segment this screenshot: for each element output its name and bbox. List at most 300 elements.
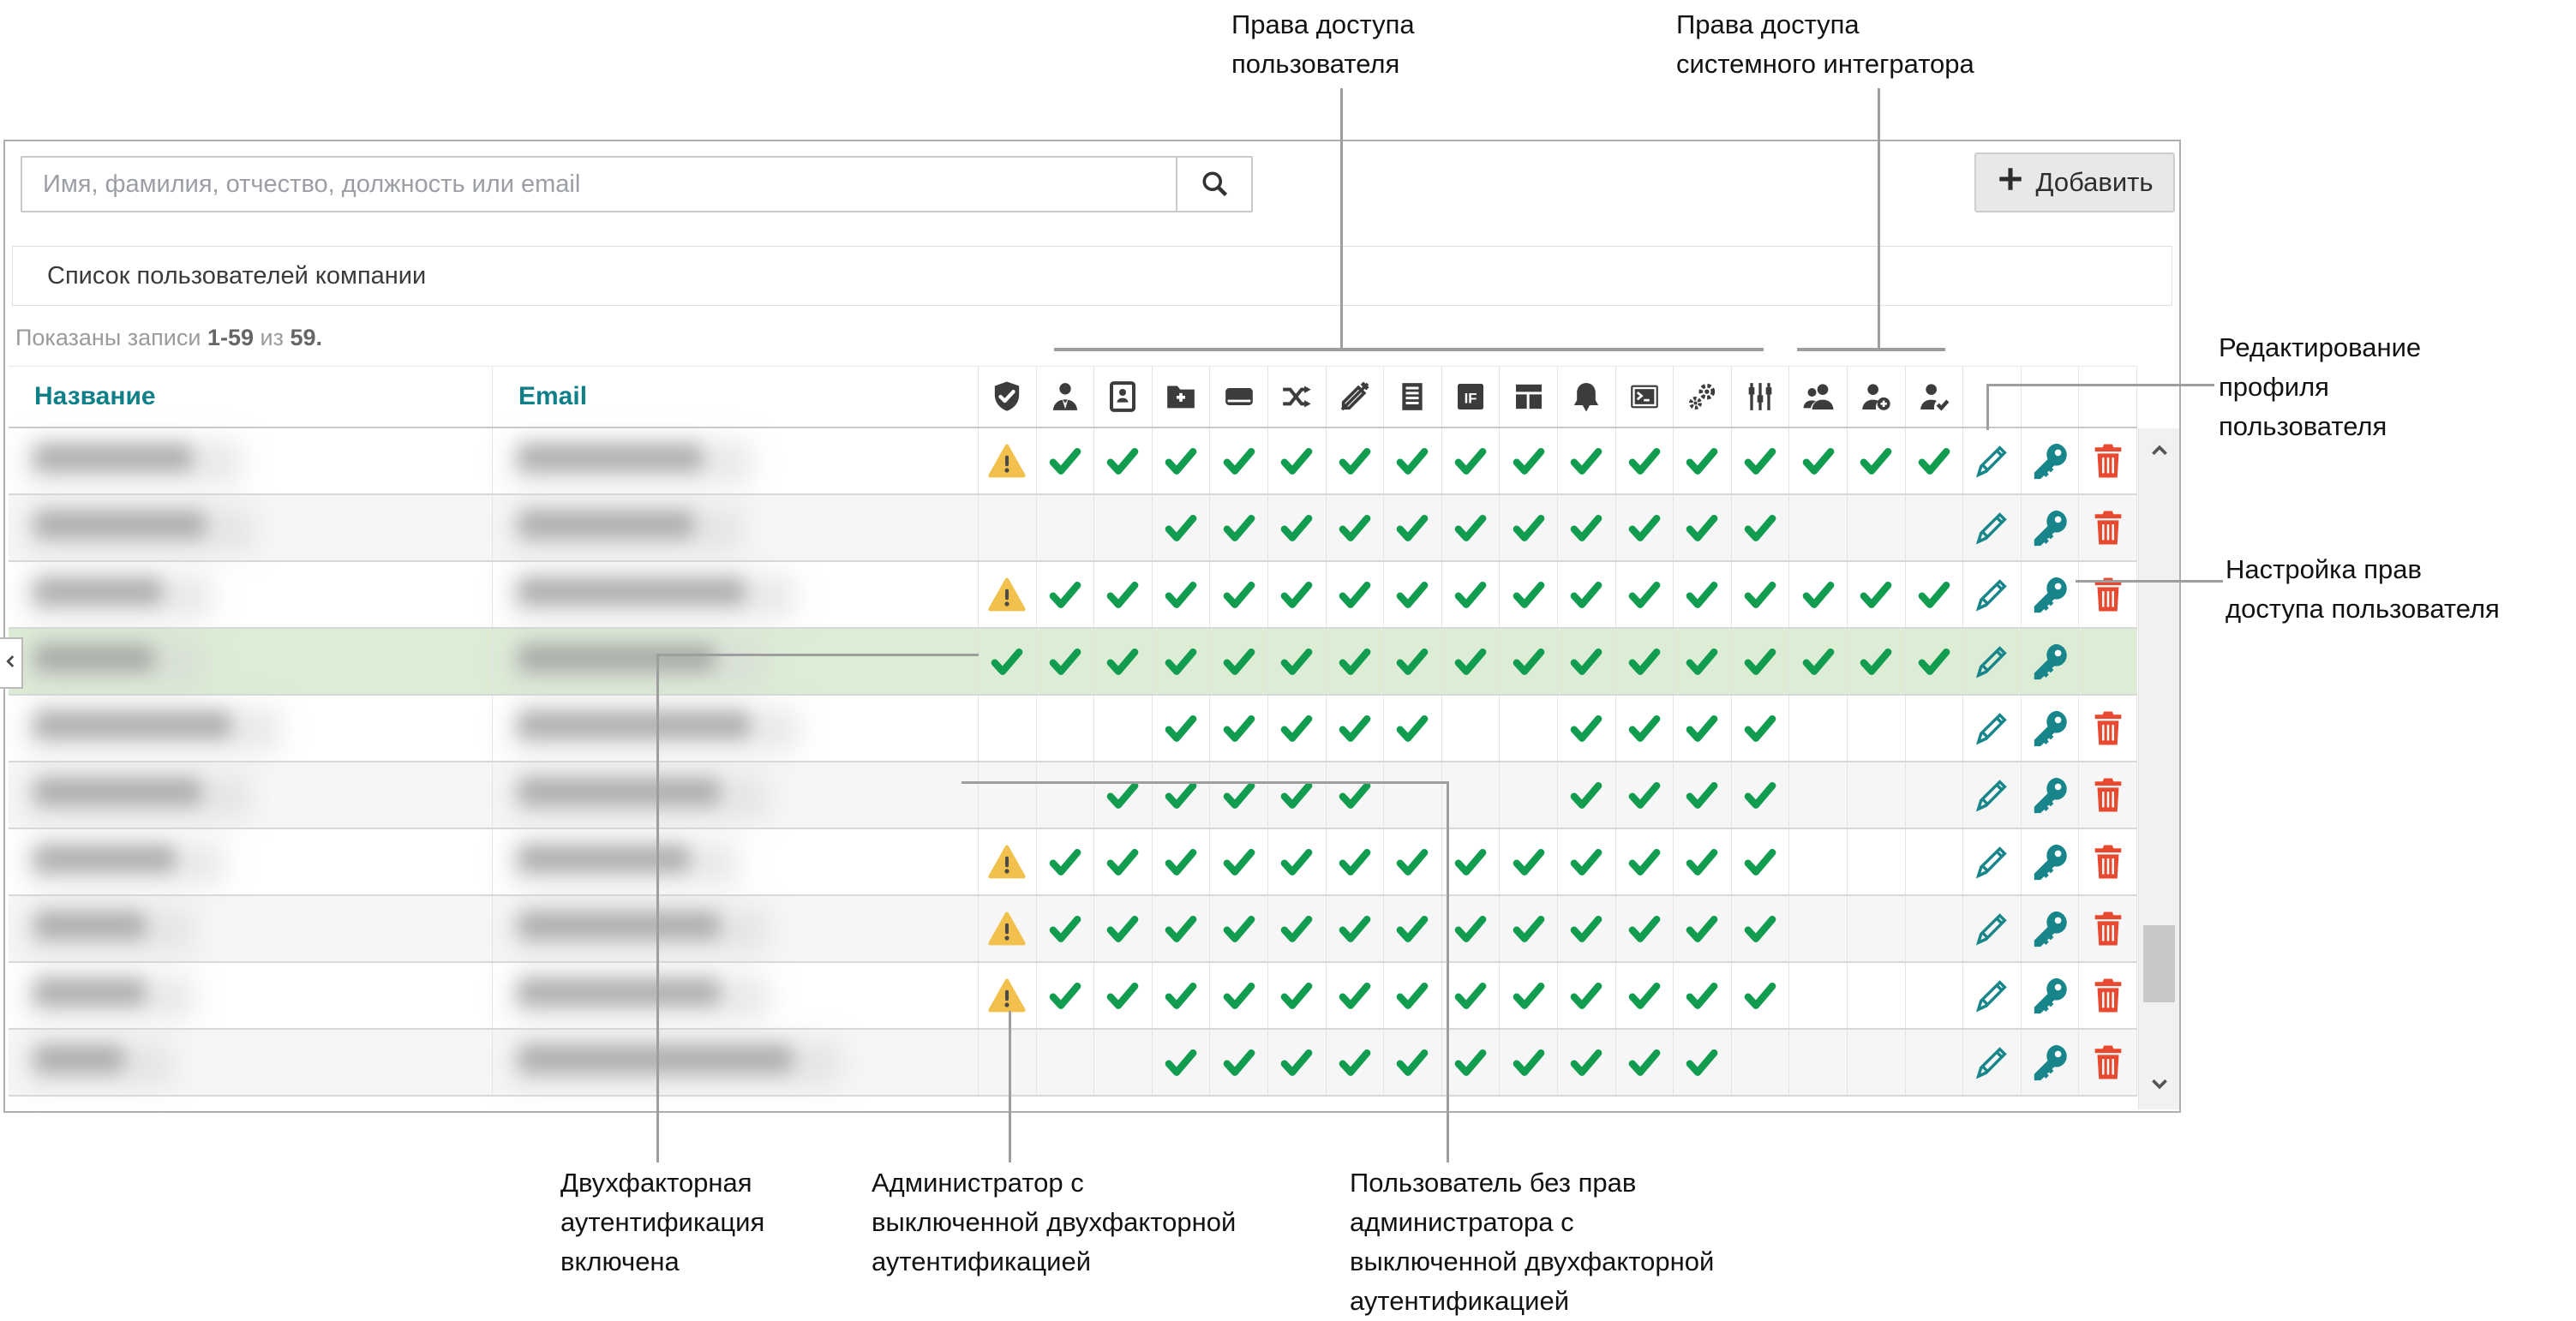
- perm-cell-sliders: [1732, 963, 1790, 1028]
- company-users-panel: [3, 140, 2181, 1113]
- scrollbar-thumb[interactable]: [2143, 925, 2175, 1002]
- warning-icon: [987, 576, 1027, 613]
- delete-user-button[interactable]: [2079, 896, 2136, 961]
- perm-cell-shield-check: [979, 1030, 1037, 1095]
- checkmark-icon: [1393, 511, 1431, 545]
- annotation-line: Права доступа: [1676, 9, 1860, 39]
- perm-cell-gears: [1674, 829, 1732, 894]
- perm-cell-document-list: [1384, 829, 1442, 894]
- checkmark-icon: [1046, 644, 1084, 678]
- annotation-line: включена: [560, 1246, 680, 1276]
- perm-cell-folder-plus: [1153, 829, 1211, 894]
- perm-cell-terminal: [1616, 963, 1674, 1028]
- perm-cell-bell: [1558, 428, 1616, 493]
- checkmark-icon: [1220, 577, 1258, 612]
- perm-cell-hard-drive: [1210, 963, 1268, 1028]
- checkmark-icon: [1162, 1045, 1200, 1079]
- callout-line: [2076, 580, 2223, 583]
- perm-cell-id-card: [1094, 829, 1153, 894]
- user-access-rights-button[interactable]: [2022, 762, 2079, 828]
- name-blurred-text: [34, 1045, 124, 1073]
- annotation-line: Двухфакторная: [560, 1168, 752, 1198]
- trash-icon: [2088, 508, 2128, 547]
- search-input[interactable]: [21, 156, 1176, 212]
- shield-check-icon: [990, 380, 1024, 414]
- checkmark-icon: [1162, 577, 1200, 612]
- annotation-line: аутентификацией: [872, 1246, 1092, 1276]
- user-access-rights-button[interactable]: [2022, 1030, 2079, 1095]
- checkmark-icon: [1741, 511, 1779, 545]
- column-header-trash-actions: [2079, 367, 2137, 427]
- delete-user-button[interactable]: [2079, 428, 2136, 493]
- add-user-button[interactable]: [1974, 152, 2175, 212]
- perm-cell-gears: [1674, 562, 1732, 627]
- perm-cell-document-list: [1384, 696, 1442, 761]
- checkmark-icon: [1220, 912, 1258, 946]
- panel-title-band: [12, 246, 2172, 306]
- user-email-cell: [493, 562, 979, 627]
- checkmark-icon: [1800, 444, 1837, 478]
- email-blurred-text: [518, 978, 720, 1006]
- checkmark-icon: [1393, 711, 1431, 745]
- perm-cell-pencil-off: [1327, 762, 1385, 828]
- user-email-cell: [493, 829, 979, 894]
- svg-text:IF: IF: [1464, 390, 1477, 407]
- perm-cell-id-card: [1094, 696, 1153, 761]
- perm-cell-user-plus: [1848, 428, 1906, 493]
- checkmark-icon: [1626, 644, 1663, 678]
- records-total: 59.: [290, 325, 323, 350]
- delete-cell: [2079, 696, 2137, 761]
- user-access-rights-button[interactable]: [2022, 963, 2079, 1028]
- perm-cell-user-plus: [1848, 762, 1906, 828]
- perm-cell-folder-plus: [1153, 896, 1211, 961]
- delete-user-button[interactable]: [2079, 1030, 2136, 1095]
- table-scrollbar[interactable]: [2138, 428, 2179, 1109]
- user-name-cell: [9, 562, 493, 627]
- edit-user-button[interactable]: [1963, 896, 2021, 961]
- perm-cell-id-card: [1094, 495, 1153, 560]
- user-icon: [1048, 380, 1082, 414]
- perm-cell-sliders: [1732, 629, 1790, 694]
- perm-cell-user-check: [1906, 562, 1964, 627]
- checkmark-icon: [1510, 978, 1548, 1013]
- delete-user-button[interactable]: [2079, 829, 2136, 894]
- id-card-icon: [1105, 380, 1140, 414]
- pencil-icon: [1972, 508, 2011, 547]
- checkmark-icon: [1336, 577, 1374, 612]
- chevron-down-icon: [2147, 1073, 2172, 1099]
- user-plus-icon: [1859, 380, 1893, 414]
- checkmark-icon: [1393, 845, 1431, 879]
- perm-cell-if-condition: [1442, 428, 1501, 493]
- callout-line: [656, 654, 979, 656]
- column-header-layout: [1500, 367, 1558, 427]
- checkmark-icon: [1857, 577, 1895, 612]
- trash-icon: [2088, 976, 2128, 1015]
- user-access-rights-button[interactable]: [2022, 495, 2079, 560]
- edit-user-button[interactable]: [1963, 495, 2021, 560]
- perm-cell-bell: [1558, 963, 1616, 1028]
- perm-cell-layout: [1500, 762, 1558, 828]
- perm-cell-terminal: [1616, 762, 1674, 828]
- access-cell: [2022, 963, 2080, 1028]
- checkmark-icon: [1857, 444, 1895, 478]
- edit-user-button[interactable]: [1963, 829, 2021, 894]
- user-name-cell: [9, 629, 493, 694]
- checkmark-icon: [1162, 978, 1200, 1013]
- perm-cell-user: [1037, 562, 1095, 627]
- edit-user-button[interactable]: [1963, 562, 2021, 627]
- user-check-icon: [1917, 380, 1951, 414]
- perm-cell-layout: [1500, 562, 1558, 627]
- access-cell: [2022, 629, 2080, 694]
- warning-icon: [987, 910, 1027, 947]
- key-icon: [2030, 775, 2070, 815]
- perm-cell-sliders: [1732, 896, 1790, 961]
- perm-cell-user-plus: [1848, 495, 1906, 560]
- checkmark-icon: [1567, 845, 1605, 879]
- trash-icon: [2088, 909, 2128, 948]
- perm-cell-id-card: [1094, 562, 1153, 627]
- perm-cell-shuffle: [1268, 762, 1327, 828]
- user-access-rights-button[interactable]: [2022, 428, 2079, 493]
- column-header-key-actions: [2022, 367, 2080, 427]
- annotation-access-settings: [2226, 550, 2500, 629]
- user-email-cell: [493, 896, 979, 961]
- pencil-off-icon: [1338, 380, 1372, 414]
- perm-cell-hard-drive: [1210, 762, 1268, 828]
- user-name-cell: [9, 428, 493, 493]
- perm-cell-pencil-off: [1327, 428, 1385, 493]
- edit-cell: [1963, 896, 2022, 961]
- checkmark-icon: [1741, 444, 1779, 478]
- users-table: [9, 366, 2137, 1097]
- user-email-cell: [493, 428, 979, 493]
- checkmark-icon: [1162, 845, 1200, 879]
- checkmark-icon: [1393, 978, 1431, 1013]
- trash-icon: [2088, 842, 2128, 882]
- checkmark-icon: [1510, 1045, 1548, 1079]
- perm-cell-layout: [1500, 1030, 1558, 1095]
- annotation-line: Пользователь без прав: [1350, 1168, 1637, 1198]
- edit-cell: [1963, 762, 2022, 828]
- checkmark-icon: [1104, 978, 1141, 1013]
- column-header-bell: [1558, 367, 1616, 427]
- perm-cell-gears: [1674, 629, 1732, 694]
- column-header-if-condition: [1442, 367, 1501, 427]
- checkmark-icon: [1741, 912, 1779, 946]
- callout-line: [1986, 384, 1989, 430]
- access-cell: [2022, 696, 2080, 761]
- checkmark-icon: [1567, 778, 1605, 812]
- name-blurred-text: [34, 845, 176, 872]
- perm-cell-shuffle: [1268, 829, 1327, 894]
- perm-cell-pencil-off: [1327, 696, 1385, 761]
- perm-cell-shuffle: [1268, 696, 1327, 761]
- checkmark-icon: [1567, 912, 1605, 946]
- perm-cell-layout: [1500, 629, 1558, 694]
- checkmark-icon: [1220, 444, 1258, 478]
- name-blurred-text: [34, 978, 146, 1006]
- checkmark-icon: [1857, 644, 1895, 678]
- perm-cell-user-plus: [1848, 1030, 1906, 1095]
- delete-user-button[interactable]: [2079, 762, 2136, 828]
- collapse-panel-button[interactable]: [0, 637, 23, 689]
- folder-plus-icon: [1164, 380, 1198, 414]
- edit-cell: [1963, 428, 2022, 493]
- perm-cell-users: [1789, 762, 1848, 828]
- delete-user-button[interactable]: [2079, 963, 2136, 1028]
- edit-user-button[interactable]: [1963, 762, 2021, 828]
- perm-cell-bell: [1558, 495, 1616, 560]
- user-row: [9, 963, 2137, 1030]
- edit-cell: [1963, 1030, 2022, 1095]
- delete-cell: [2079, 762, 2137, 828]
- user-name-cell: [9, 829, 493, 894]
- perm-cell-user: [1037, 963, 1095, 1028]
- perm-cell-user: [1037, 696, 1095, 761]
- name-blurred-text: [34, 511, 206, 538]
- user-name-cell: [9, 963, 493, 1028]
- perm-cell-users: [1789, 1030, 1848, 1095]
- perm-cell-bell: [1558, 1030, 1616, 1095]
- perm-cell-user-plus: [1848, 562, 1906, 627]
- perm-cell-pencil-off: [1327, 495, 1385, 560]
- checkmark-icon: [1626, 845, 1663, 879]
- callout-line: [1340, 88, 1343, 348]
- user-access-rights-button[interactable]: [2022, 562, 2079, 627]
- perm-cell-terminal: [1616, 696, 1674, 761]
- column-header-name-label: Название: [34, 382, 156, 410]
- search-button[interactable]: [1176, 156, 1253, 212]
- document-list-icon: [1395, 380, 1429, 414]
- scroll-up-button[interactable]: [2139, 428, 2179, 476]
- checkmark-icon: [1104, 444, 1141, 478]
- perm-cell-pencil-off: [1327, 896, 1385, 961]
- column-header-sliders: [1732, 367, 1790, 427]
- user-row: [9, 1030, 2137, 1097]
- perm-cell-layout: [1500, 896, 1558, 961]
- perm-cell-users: [1789, 428, 1848, 493]
- checkmark-icon: [1915, 444, 1953, 478]
- perm-cell-sliders: [1732, 762, 1790, 828]
- delete-user-button[interactable]: [2079, 495, 2136, 560]
- perm-cell-hard-drive: [1210, 428, 1268, 493]
- perm-cell-pencil-off: [1327, 629, 1385, 694]
- name-blurred-text: [34, 444, 193, 471]
- perm-cell-bell: [1558, 629, 1616, 694]
- checkmark-icon: [1567, 444, 1605, 478]
- edit-user-button[interactable]: [1963, 428, 2021, 493]
- checkmark-icon: [1452, 444, 1489, 478]
- callout-line: [1878, 88, 1880, 348]
- pencil-icon: [1972, 775, 2011, 815]
- checkmark-icon: [1567, 1045, 1605, 1079]
- perm-cell-document-list: [1384, 562, 1442, 627]
- checkmark-icon: [1278, 978, 1315, 1013]
- perm-cell-user-plus: [1848, 896, 1906, 961]
- edit-user-button[interactable]: [1963, 1030, 2021, 1095]
- perm-cell-user-check: [1906, 495, 1964, 560]
- checkmark-icon: [1800, 577, 1837, 612]
- perm-cell-folder-plus: [1153, 762, 1211, 828]
- edit-cell: [1963, 829, 2022, 894]
- access-cell: [2022, 428, 2080, 493]
- email-blurred-text: [518, 444, 703, 471]
- perm-cell-document-list: [1384, 762, 1442, 828]
- checkmark-icon: [1278, 1045, 1315, 1079]
- annotation-line: выключенной двухфакторной: [872, 1207, 1237, 1237]
- perm-cell-hard-drive: [1210, 696, 1268, 761]
- trash-icon: [2088, 708, 2128, 748]
- trash-icon: [2088, 441, 2128, 481]
- callout-line: [1009, 1011, 1011, 1163]
- perm-cell-user-check: [1906, 829, 1964, 894]
- checkmark-icon: [1510, 577, 1548, 612]
- perm-cell-user-plus: [1848, 696, 1906, 761]
- checkmark-icon: [1915, 644, 1953, 678]
- user-row: [9, 562, 2137, 629]
- checkmark-icon: [1336, 644, 1374, 678]
- annotation-line: Редактирование: [2219, 332, 2422, 362]
- column-header-shield-check: [979, 367, 1037, 427]
- checkmark-icon: [1741, 978, 1779, 1013]
- column-header-user-check: [1906, 367, 1964, 427]
- perm-cell-shuffle: [1268, 495, 1327, 560]
- perm-cell-hard-drive: [1210, 495, 1268, 560]
- column-header-gears: [1674, 367, 1732, 427]
- perm-cell-gears: [1674, 696, 1732, 761]
- perm-cell-folder-plus: [1153, 428, 1211, 493]
- user-email-cell: [493, 762, 979, 828]
- checkmark-icon: [1336, 978, 1374, 1013]
- perm-cell-sliders: [1732, 696, 1790, 761]
- perm-cell-user: [1037, 495, 1095, 560]
- user-email-cell: [493, 963, 979, 1028]
- perm-cell-user-check: [1906, 896, 1964, 961]
- warning-icon: [987, 977, 1027, 1014]
- edit-user-button[interactable]: [1963, 629, 2021, 694]
- records-info: [15, 325, 322, 351]
- delete-cell: [2079, 562, 2137, 627]
- edit-cell: [1963, 562, 2022, 627]
- perm-cell-if-condition: [1442, 963, 1501, 1028]
- checkmark-icon: [1510, 912, 1548, 946]
- perm-cell-users: [1789, 696, 1848, 761]
- plus-icon: [1996, 164, 2025, 200]
- column-header-user: [1037, 367, 1095, 427]
- perm-cell-document-list: [1384, 896, 1442, 961]
- layout-icon: [1512, 380, 1546, 414]
- perm-cell-terminal: [1616, 1030, 1674, 1095]
- checkmark-icon: [1683, 711, 1721, 745]
- checkmark-icon: [1683, 577, 1721, 612]
- user-access-rights-button[interactable]: [2022, 896, 2079, 961]
- annotation-twofa-enabled: [560, 1163, 764, 1282]
- user-name-cell: [9, 696, 493, 761]
- column-header-name[interactable]: [9, 367, 493, 427]
- perm-cell-terminal: [1616, 829, 1674, 894]
- checkmark-icon: [1393, 577, 1431, 612]
- user-access-rights-button[interactable]: [2022, 829, 2079, 894]
- delete-cell: [2079, 495, 2137, 560]
- callout-line: [1054, 348, 1764, 351]
- perm-cell-shield-check: [979, 963, 1037, 1028]
- pencil-icon: [1972, 1043, 2011, 1082]
- delete-cell: [2079, 428, 2137, 493]
- checkmark-icon: [1626, 778, 1663, 812]
- email-blurred-text: [518, 711, 750, 738]
- checkmark-icon: [1510, 444, 1548, 478]
- perm-cell-sliders: [1732, 1030, 1790, 1095]
- checkmark-icon: [1104, 912, 1141, 946]
- terminal-icon: [1627, 380, 1662, 414]
- perm-cell-shield-check: [979, 896, 1037, 961]
- checkmark-icon: [1683, 912, 1721, 946]
- name-blurred-text: [34, 577, 163, 605]
- scroll-down-button[interactable]: [2139, 1061, 2179, 1109]
- key-icon: [2030, 842, 2070, 882]
- annotation-line: доступа пользователя: [2226, 594, 2500, 624]
- checkmark-icon: [1510, 644, 1548, 678]
- checkmark-icon: [1567, 644, 1605, 678]
- perm-cell-if-condition: [1442, 696, 1501, 761]
- warning-icon: [987, 442, 1027, 480]
- checkmark-icon: [1104, 644, 1141, 678]
- checkmark-icon: [1046, 845, 1084, 879]
- annotation-line: пользователя: [2219, 411, 2387, 441]
- user-access-rights-button[interactable]: [2022, 629, 2079, 694]
- delete-user-button[interactable]: [2079, 562, 2136, 627]
- perm-cell-user-check: [1906, 1030, 1964, 1095]
- user-access-rights-button[interactable]: [2022, 696, 2079, 761]
- delete-cell: [2079, 1030, 2137, 1095]
- perm-cell-if-condition: [1442, 629, 1501, 694]
- checkmark-icon: [1626, 912, 1663, 946]
- edit-user-button[interactable]: [1963, 696, 2021, 761]
- perm-cell-if-condition: [1442, 896, 1501, 961]
- annotation-line: системного интегратора: [1676, 49, 1974, 79]
- key-icon: [2030, 1043, 2070, 1082]
- delete-user-button[interactable]: [2079, 696, 2136, 761]
- perm-cell-id-card: [1094, 1030, 1153, 1095]
- edit-user-button[interactable]: [1963, 963, 2021, 1028]
- callout-line: [656, 654, 659, 1163]
- checkmark-icon: [1626, 577, 1663, 612]
- perm-cell-layout: [1500, 428, 1558, 493]
- delete-cell: [2079, 963, 2137, 1028]
- column-header-pencil-off: [1327, 367, 1385, 427]
- perm-cell-bell: [1558, 562, 1616, 627]
- column-header-email[interactable]: [493, 367, 979, 427]
- perm-cell-user-check: [1906, 696, 1964, 761]
- perm-cell-document-list: [1384, 629, 1442, 694]
- perm-cell-hard-drive: [1210, 629, 1268, 694]
- perm-cell-users: [1789, 495, 1848, 560]
- records-prefix: Показаны записи: [15, 325, 201, 350]
- email-blurred-text: [518, 644, 716, 672]
- chevron-up-icon: [2147, 439, 2172, 466]
- perm-cell-document-list: [1384, 428, 1442, 493]
- checkmark-icon: [988, 644, 1026, 678]
- checkmark-icon: [1741, 778, 1779, 812]
- user-row: [9, 629, 2137, 696]
- checkmark-icon: [1046, 577, 1084, 612]
- column-header-terminal: [1616, 367, 1674, 427]
- checkmark-icon: [1393, 644, 1431, 678]
- callout-line: [1447, 781, 1449, 1163]
